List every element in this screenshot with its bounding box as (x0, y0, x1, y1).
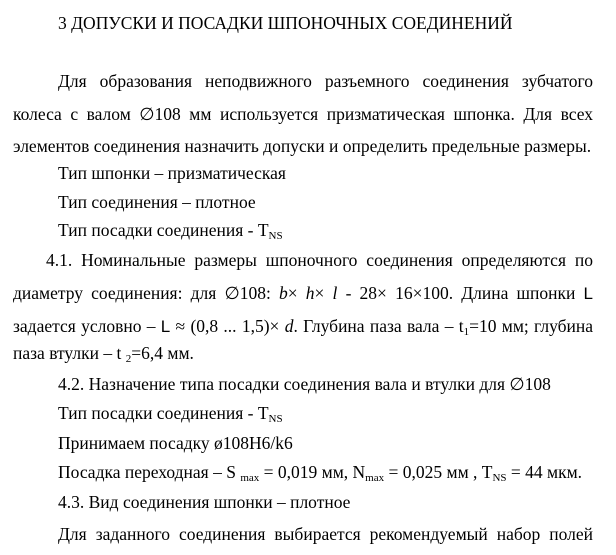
intro-line-1: Для образования неподвижного разъемного соединения зубчатого (58, 71, 593, 91)
s42-accept-line: Принимаем посадку ø108H6/k6 (58, 433, 293, 453)
s42-transitional-line: Посадка переходная – S $_{max}$ = 0,019 мм, $N_{max} = 0,025$ мм , $T_{NS} = 44$ мкм. (58, 462, 583, 484)
s41-line-1: 4.1. Номинальные размеры шпоночного соединения определяются по (46, 250, 593, 270)
s43-line-1: Для заданного соединения выбирается рекомендуемый набор полей (58, 524, 593, 544)
joint-type-line: Тип соединения – плотное (58, 192, 256, 212)
s42-fit-type-line: Тип посадки соединения - $T_{NS}$ (58, 403, 283, 425)
fit-type-line: Тип посадки соединения - $T_{NS}$ (58, 220, 283, 242)
section-heading: 3 ДОПУСКИ И ПОСАДКИ ШПОНОЧНЫХ СОЕДИНЕНИЙ (58, 13, 513, 33)
intro-line-3: элементов соединения назначить допуски и определить предельные размеры. (13, 136, 592, 156)
key-type-line: Тип шпонки – призматическая (58, 163, 286, 183)
s41-line-3: задается условно – L ≈ (0,8 ... 1,5)× d. Глубина паза вала – $t_1=10$ мм; глубина (13, 316, 593, 338)
s42-title: 4.2. Назначение типа посадки соединения вала и втулки для ∅108 (58, 374, 551, 394)
s41-line-4: паза втулки – t $_2$=6,4 мм. (13, 343, 194, 365)
s43-title: 4.3. Вид соединения шпонки – плотное (58, 492, 351, 512)
intro-line-2: колеса с валом ∅108 мм используется призматическая шпонка. Для всех (13, 104, 593, 124)
s41-line-2: диаметру соединения: для ∅108: b× h× l - 28× 16×100. Длина шпонки L (13, 283, 593, 303)
